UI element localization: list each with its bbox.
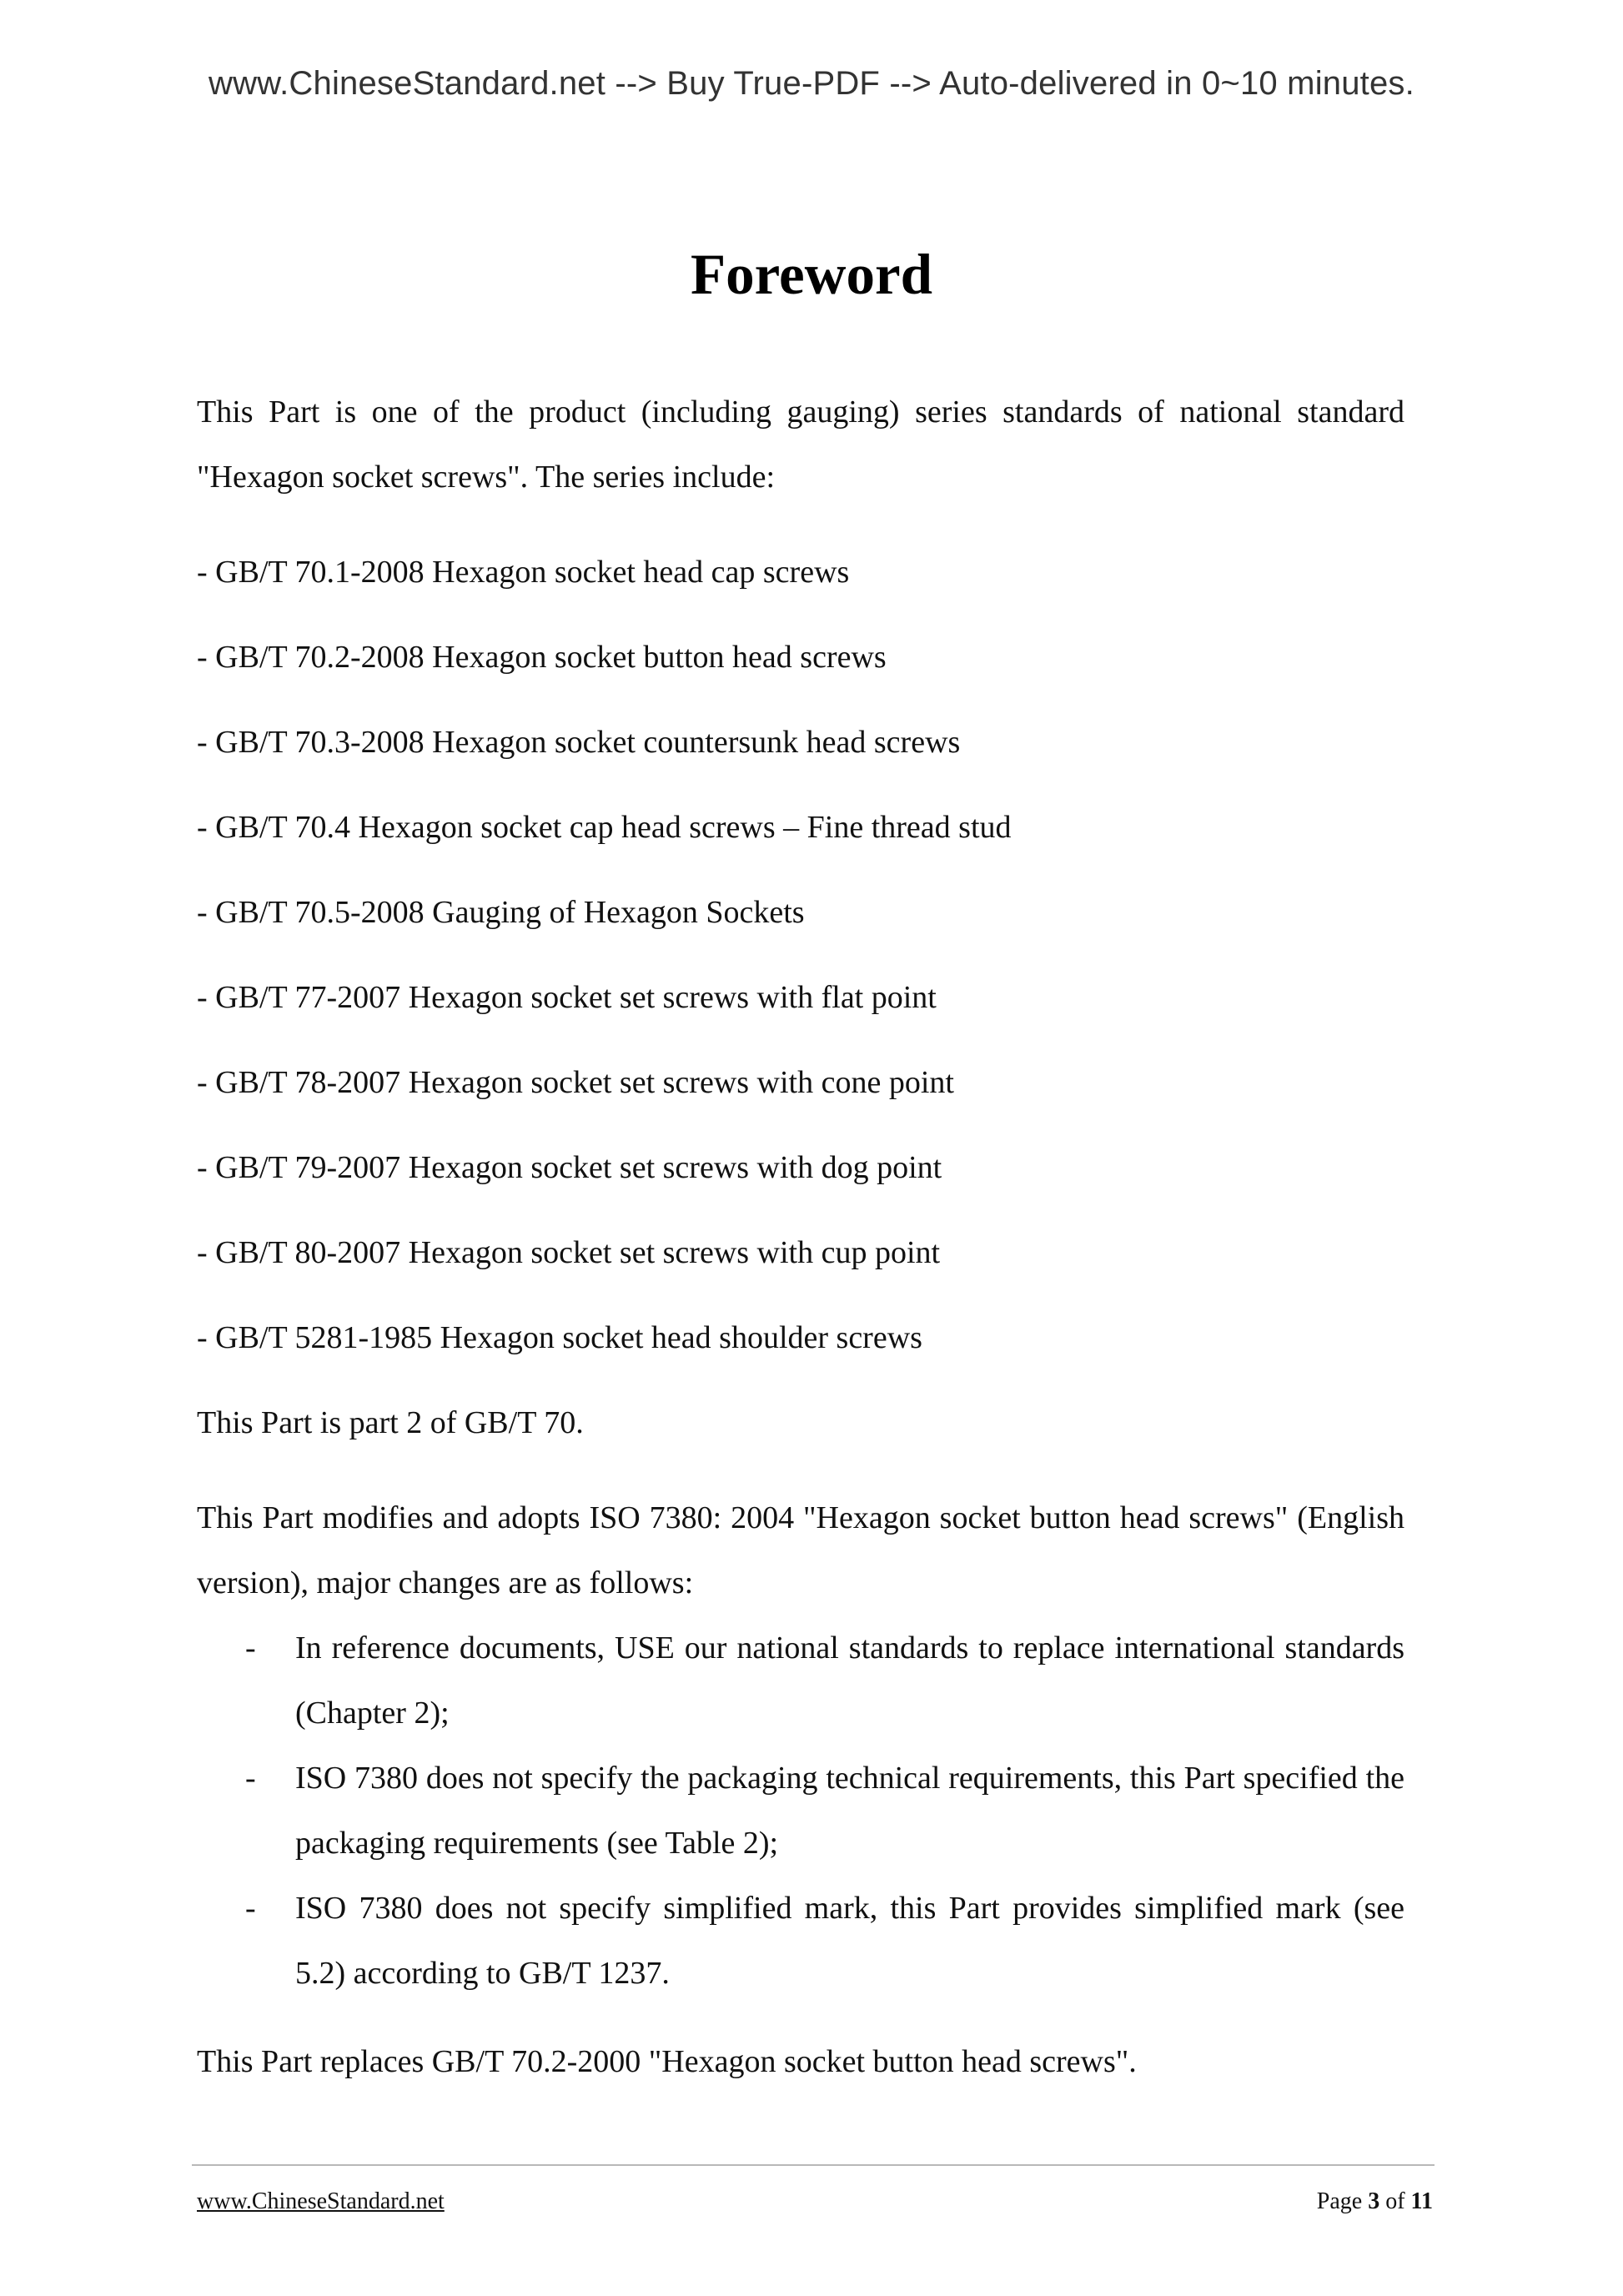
changes-list xyxy=(197,1615,1404,2006)
change-text: ISO 7380 does not specify the packaging technical requirements, this Part specified the packaging requirements (see Table 2); xyxy=(295,1761,1404,1861)
change-item xyxy=(197,1746,1404,1876)
dash-marker: - xyxy=(245,1630,256,1665)
series-item: - GB/T 79-2007 Hexagon socket set screws with dog point xyxy=(197,1150,942,1185)
page-word: Page xyxy=(1316,2188,1363,2214)
change-text: ISO 7380 does not specify simplified mark, this Part provides simplified mark (see 5.2) according to GB/T 1237. xyxy=(295,1891,1404,1991)
page-title: Foreword xyxy=(691,243,932,306)
page-indicator xyxy=(1317,2188,1433,2215)
change-item xyxy=(197,1615,1404,1746)
intro-paragraph: This Part is one of the product (including gauging) series standards of national standard "Hexagon socket screws". The series include: xyxy=(197,394,1404,495)
series-item: - GB/T 70.2-2008 Hexagon socket button head screws xyxy=(197,640,887,675)
footer-divider xyxy=(192,2164,1435,2166)
series-item: - GB/T 70.5-2008 Gauging of Hexagon Sockets xyxy=(197,895,805,930)
dash-marker: - xyxy=(245,1761,256,1796)
page-of: of xyxy=(1385,2188,1405,2214)
change-item xyxy=(197,1876,1404,2006)
replaces-paragraph: This Part replaces GB/T 70.2-2000 "Hexagon socket button head screws". xyxy=(197,2044,1137,2079)
part-statement: This Part is part 2 of GB/T 70. xyxy=(197,1405,584,1440)
top-banner-link[interactable]: www.ChineseStandard.net --> Buy True-PDF --> Auto-delivered in 0~10 minutes. xyxy=(209,65,1414,102)
series-item: - GB/T 70.3-2008 Hexagon socket countersunk head screws xyxy=(197,725,961,760)
page-current: 3 xyxy=(1368,2188,1380,2214)
document-body xyxy=(197,379,1404,2094)
series-item: - GB/T 80-2007 Hexagon socket set screws with cup point xyxy=(197,1235,941,1270)
series-item: - GB/T 78-2007 Hexagon socket set screws with cone point xyxy=(197,1065,954,1100)
adoption-paragraph: This Part modifies and adopts ISO 7380: 2004 "Hexagon socket button head screws" (English version), major changes are as follows: xyxy=(197,1500,1404,1600)
footer-link[interactable]: www.ChineseStandard.net xyxy=(197,2188,445,2214)
series-list xyxy=(197,530,1404,1380)
series-item: - GB/T 5281-1985 Hexagon socket head shoulder screws xyxy=(197,1320,922,1355)
series-item: - GB/T 70.4 Hexagon socket cap head screws – Fine thread stud xyxy=(197,810,1012,845)
series-item: - GB/T 70.1-2008 Hexagon socket head cap screws xyxy=(197,555,850,590)
page-total: 11 xyxy=(1410,2188,1433,2214)
change-text: In reference documents, USE our national standards to replace international standards (Chapter 2); xyxy=(295,1630,1404,1731)
series-item: - GB/T 77-2007 Hexagon socket set screws with flat point xyxy=(197,980,937,1015)
dash-marker: - xyxy=(245,1891,256,1926)
